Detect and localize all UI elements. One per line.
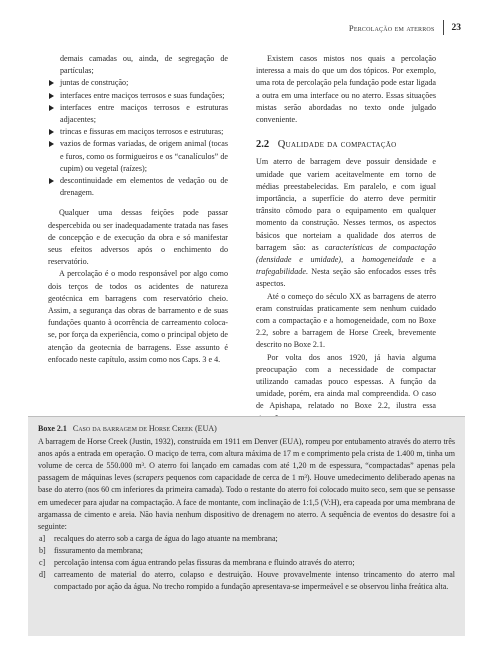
text-run: e a — [413, 255, 436, 265]
list-item — [48, 126, 228, 138]
emphasis: homogeneidade — [362, 255, 414, 265]
item-label: b] — [39, 545, 46, 555]
list-item-text: recalques do aterro sob a carga de água do lago atuante na membrana; — [54, 533, 278, 543]
list-item-text: interfaces entre maciços terrosos e suas fundações; — [60, 90, 225, 100]
triangle-bullet-icon — [49, 141, 54, 147]
paragraph: Por volta dos anos 1920, já havia alguma preocupação com a necessidade de compactar utilizando camadas pouco espessas. A função da umidade, porém, era ainda mal compreendida. O caso de Apishapa, relatado no Boxe 2.2, ilustra essa — [256, 352, 436, 411]
box-paragraph — [38, 436, 455, 533]
list-item — [38, 545, 455, 557]
section-number: 2.2 — [256, 139, 270, 151]
running-title: Percolação em aterros — [348, 22, 435, 33]
paragraph: Existem casos mistos nos quais a percolação interessa a mais do que um dos tópicos. Por exemplo, uma rota de percolação pela fundação pode estar ligada a outra em uma interface ou no aterro. Essas situações mistas serão abordadas no texto onde julgado conveniente. — [256, 54, 436, 125]
list-item — [48, 175, 228, 199]
header-divider — [443, 20, 444, 35]
list-item-text: interfaces entre maciços terrosos e estruturas adjacentes; — [60, 102, 228, 125]
text-run: . Nesta seção são enfocados esses três aspectos. — [256, 267, 436, 289]
section-heading — [256, 139, 436, 151]
list-item — [38, 533, 455, 545]
text-run: , a — [341, 255, 363, 265]
paragraph — [256, 156, 436, 290]
emphasis: características de compactação (densidade e umidade) — [256, 242, 436, 265]
triangle-bullet-icon — [49, 93, 54, 99]
list-item-text: vazios de formas variadas, de origem animal (tocas e furos, como os formigueiros e os “canalículos” de cupim) ou vegetal (raízes); — [60, 139, 228, 173]
box-2-1 — [28, 416, 465, 636]
list-item-text: juntas de construção; — [60, 78, 129, 88]
triangle-bullet-icon — [49, 80, 54, 86]
running-header — [349, 20, 461, 35]
section-title: Qualidade da compactação — [277, 139, 397, 151]
page-number: 23 — [451, 22, 461, 33]
event-list — [38, 533, 455, 593]
list-item — [38, 557, 455, 569]
right-column — [256, 53, 436, 425]
item-label: d] — [39, 570, 46, 580]
text-run: Um aterro de barragem deve possuir densidade e umidade que variem aceitavelmente em torno de médias preestabelecidas. Em paralelo, e com igual importância, a superfície do aterro deve permitir trânsito cômodo para o equipamento em qualquer momento da construção. Nesses termos, os aspectos básicos que norteiam a qualidade dos aterros de barragem são: as — [256, 157, 436, 252]
item-label: a] — [39, 533, 46, 543]
item-label: c] — [39, 558, 46, 568]
list-item-text: descontinuidade em elementos de vedação ou de drenagem. — [60, 176, 228, 198]
paragraph: A percolação é o modo responsável por algo como dois terços de todos os acidentes de natureza geotécnica em barragens com reservatório cheio. Assim, a segurança das obras de barramento e de suas fundações quanto à ocorrência de carreamento coloca-se, por força da experiência, como o principal objeto de atenção da geotecnia de barragens. Esse assunto é enfocado neste capítulo, assim como nos Caps. 3 e 4. — [48, 269, 229, 364]
list-item-text: carreamento de material do aterro, colapso e destruição. Houve provavelmente intenso trincamento do aterro mal compactado por ação da água. No trecho rompido a fundação apresentava-se impermeável e se observou linha freática alta. — [54, 570, 455, 592]
list-item-text: fissuramento da membrana; — [54, 545, 143, 555]
list-item — [48, 102, 228, 126]
triangle-bullet-icon — [49, 129, 54, 135]
triangle-bullet-icon — [49, 105, 54, 111]
list-item — [48, 90, 228, 102]
bullet-list — [48, 77, 228, 199]
list-item — [48, 138, 228, 175]
triangle-bullet-icon — [49, 178, 54, 184]
list-item — [38, 569, 455, 593]
box-label: Boxe 2.1 — [38, 424, 67, 433]
bullet-continuation: demais camadas ou, ainda, de segregação de partículas; — [60, 54, 228, 76]
left-column — [48, 53, 228, 366]
list-item-text: percolação intensa com água entrando pelas fissuras da membrana e fluindo através do aterro; — [54, 558, 355, 568]
emphasis: trafegabilidade — [256, 267, 306, 277]
list-item-text: trincas e fissuras em maciços terrosos e estruturas; — [60, 127, 224, 137]
box-title-text: Caso da barragem de Horse Creek (EUA) — [72, 424, 217, 433]
text-run: A barragem de Horse Creek (Justin, 1932), construída em 1911 em Denver (EUA), rompeu por entubamento através do aterro três anos após a entrada em operação. O maciço de terra, com altura máxima de 17 m e comprimento pela crista de 1.400 m, tinha um volume de cerca de 550.000 m³. O aterro foi lançado em camadas com até 1,20 m de espessura, “compactadas” apenas pela passagem de máquinas leves ( — [38, 437, 455, 483]
text-run: pequenos com capacidade de cerca de 1 m³). Houve umedecimento deliberado apenas na base do aterro (nos 60 cm inferiores da primeira camada). Todo o restante do aterro foi colocado muito seco, sem que se pensasse em umedecer para ajudar na compactação. A face de montante, com inclinação de 1:1,5 (V:H), era capeada por uma membrana de argamassa de cimento e areia. Não havia nenhum dispositivo de drenagem no aterro. A sequência de eventos do desastre foi a seguinte: — [38, 473, 455, 531]
list-item — [48, 77, 228, 89]
emphasis: scrapers — [136, 473, 164, 483]
box-title — [38, 423, 455, 435]
paragraph: Até o começo do século XX as barragens de aterro eram construídas praticamente sem nenhum cuidado com a compactação e a homogeneidade, com no Boxe 2.2, sobre a barragem de Horse Creek, brevemente descrito no Boxe 2.1. — [256, 291, 436, 350]
paragraph: Qualquer uma dessas feições pode passar despercebida ou ser inadequadamente tratada nas fases de concepção e de execução da obra e só manifestar seus efeitos adversos após o enchimento do reservatório. — [48, 208, 228, 267]
